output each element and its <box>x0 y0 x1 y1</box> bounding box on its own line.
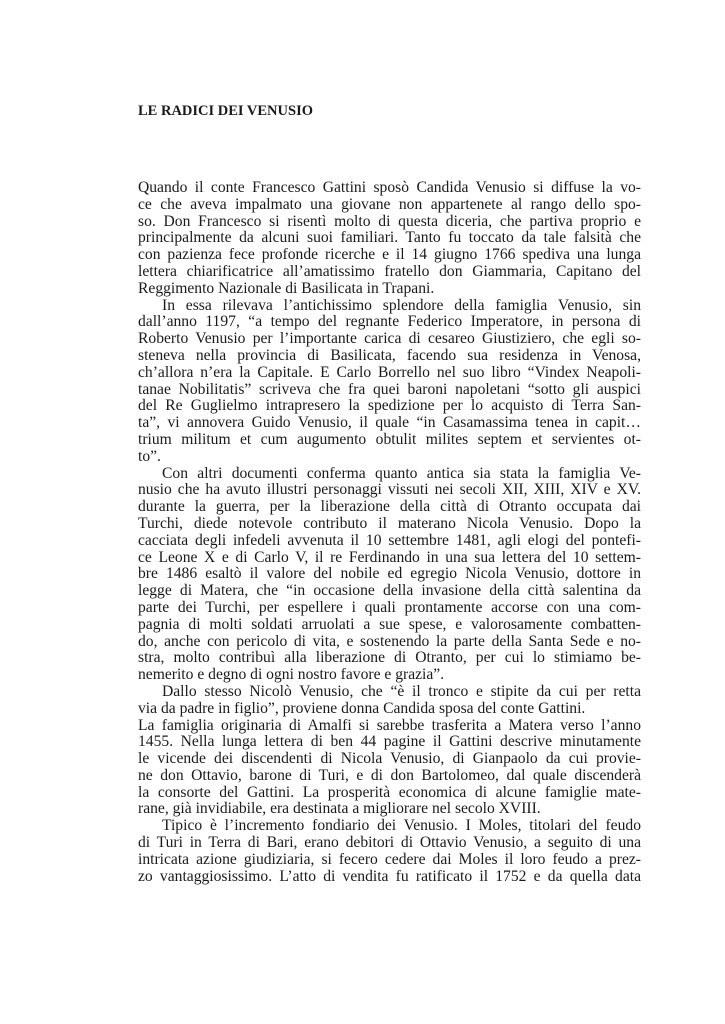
text-line: zo vantaggiosissimo. L’atto di vendita fu ratificato il 1752 e da quella data <box>138 867 641 885</box>
text-line: 1455. Nella lunga lettera di ben 44 pagine il Gattini descrive minutamente <box>138 733 641 751</box>
text-line: nusio che ha avuto illustri personaggi vissuti nei secoli XII, XIII, XIV e XV. <box>138 481 641 499</box>
text-line: dall’anno 1197, “a tempo del regnante Federico Imperatore, in persona di <box>138 313 641 331</box>
text-line: Turchi, diede notevole contributo il materano Nicola Venusio. Dopo la <box>138 514 641 532</box>
text-line: ce Leone X e di Carlo V, il re Ferdinando in una sua lettera del 10 settem- <box>138 548 641 566</box>
text-line: principalmente da alcuni suoi familiari. Tanto fu toccato da tale falsità che <box>138 229 641 247</box>
text-line: Roberto Venusio per l’importante carica di cesareo Giustiziero, che egli so- <box>138 330 641 348</box>
text-line: steneva nella provincia di Basilicata, facendo sua residenza in Venosa, <box>138 346 641 364</box>
text-line: tanae Nobilitatis” scriveva che fra quei baroni napoletani “sotto gli auspici <box>138 380 641 398</box>
paragraph <box>138 718 641 819</box>
text-line: del Re Guglielmo intrapresero la spedizione per lo acquisto di Terra San- <box>138 397 641 415</box>
text-line: la consorte del Gattini. La prosperità economica di alcune famiglie mate- <box>138 783 641 801</box>
paragraph <box>138 818 641 885</box>
text-line: pagnia di molti soldati arruolati a sue spese, e valorosamente combatten- <box>138 615 641 633</box>
paragraph <box>138 180 641 298</box>
text-line: Con altri documenti conferma quanto antica sia stata la famiglia Ve- <box>162 464 641 482</box>
text-line: parte dei Turchi, per espellere i quali prontamente accorse con una com- <box>138 598 641 616</box>
text-line: stra, molto contribuì alla liberazione di Otranto, per cui lo stimiamo be- <box>138 649 641 667</box>
paragraph <box>138 298 641 466</box>
text-line: nemerito e degno di ogni nostro favore e grazia”. <box>138 666 445 684</box>
paragraph <box>138 684 641 718</box>
text-line: Dallo stesso Nicolò Venusio, che “è il tronco e stipite da cui per retta <box>162 682 641 700</box>
text-line: intricata azione giudiziaria, si fecero cedere dai Moles il loro feudo a prez- <box>138 850 641 868</box>
text-line: ce che aveva impalmato una giovane non appartenete al rango dello spo- <box>138 195 641 213</box>
text-line: trium militum et cum augumento obtulit milites septem et servientes ot- <box>138 430 641 448</box>
text-line: to”. <box>138 447 161 465</box>
text-line: bre 1486 esaltò il valore del nobile ed egregio Nicola Venusio, dottore in <box>138 565 641 583</box>
page-title: LE RADICI DEI VENUSIO <box>138 103 313 119</box>
text-line: ch’allora n’era la Capitale. E Carlo Borrello nel suo libro “Vindex Neapoli- <box>138 363 641 381</box>
text-line: via da padre in figlio”, proviene donna Candida sposa del conte Gattini. <box>138 699 586 717</box>
text-line: ne don Ottavio, barone di Turi, e di don Bartolomeo, dal quale discenderà <box>138 766 641 784</box>
text-line: Tipico è l’incremento fondiario dei Venusio. I Moles, titolari del feudo <box>162 817 641 835</box>
text-line: La famiglia originaria di Amalfi si sarebbe trasferita a Matera verso l’anno <box>138 716 641 734</box>
text-line: rane, già invidiabile, era destinata a migliorare nel secolo XVIII. <box>138 800 541 818</box>
text-line: Reggimento Nazionale di Basilicata in Trapani. <box>138 279 435 297</box>
text-line: cacciata degli infedeli avvenuta il 10 settembre 1481, agli elogi del pontefi- <box>138 531 641 549</box>
text-line: In essa rilevava l’antichissimo splendore della famiglia Venusio, sin <box>162 296 641 314</box>
text-line: durante la guerra, per la liberazione della città di Otranto occupata dai <box>138 498 641 516</box>
text-line: do, anche con pericolo di vita, e sostenendo la parte della Santa Sede e no- <box>138 632 641 650</box>
text-line: Quando il conte Francesco Gattini sposò Candida Venusio si diffuse la vo- <box>138 179 641 196</box>
text-line: so. Don Francesco si risentì molto di questa diceria, che partiva proprio e <box>138 212 641 230</box>
body-text <box>138 180 641 885</box>
paragraph <box>138 466 641 684</box>
text-line: le vicende dei discendenti di Nicola Venusio, di Gianpaolo da cui provie- <box>138 750 641 768</box>
text-line: ta”, vi annovera Guido Venusio, il quale “in Casamassima tenea in capit… <box>138 414 641 432</box>
text-line: di Turi in Terra di Bari, erano debitori di Ottavio Venusio, a seguito di una <box>138 834 641 852</box>
text-line: lettera chiarificatrice all’amatissimo fratello don Giammaria, Capitano del <box>138 262 641 280</box>
text-line: legge di Matera, che “in occasione della invasione della città salentina da <box>138 582 641 600</box>
text-line: con pazienza fece profonde ricerche e il 14 giugno 1766 spediva una lunga <box>138 246 641 264</box>
